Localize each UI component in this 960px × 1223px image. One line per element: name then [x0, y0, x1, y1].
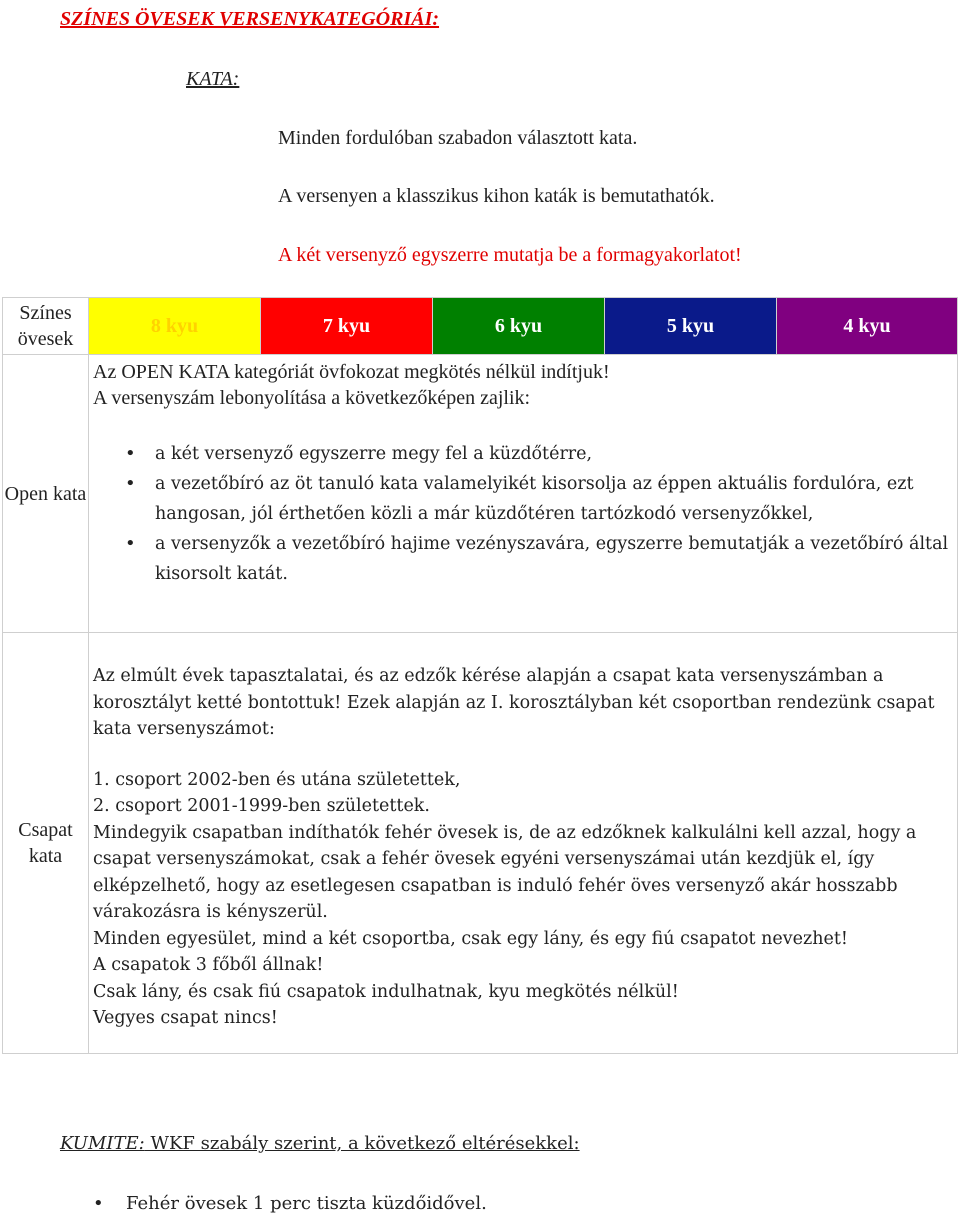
belt-8-kyu [89, 298, 261, 354]
open-kata-cell [89, 355, 958, 633]
kata-rule-2: A versenyen a klasszikus kihon katák is bemutathatók. [278, 185, 715, 207]
list-item: • a vezetőbíró az öt tanuló kata valamelyikét kisorsolja az éppen aktuális fordulóra, ezt hangosan, jól érthetően közli a már küzdőtéren tartózkodó versenyzőkkel, [155, 469, 960, 529]
belt-label: 5 kyu [666, 314, 715, 337]
row-head-csapat-kata: Csapat kata [3, 633, 89, 1054]
belt-4-kyu [777, 298, 957, 354]
csapat-kata-cell [89, 633, 958, 1054]
kumite-label: KUMITE: [60, 1133, 145, 1154]
open-intro-line-2: A versenyszám lebonyolítása a következőképen zajlik: [93, 387, 531, 409]
belt-label: 4 kyu [843, 314, 891, 337]
csapat-line: 1. csoport 2002-ben és utána születettek, [93, 769, 461, 790]
belt-label: 6 kyu [494, 314, 543, 337]
csapat-line: A csapatok 3 főből állnak! [93, 955, 324, 975]
belt-6-kyu [433, 298, 605, 354]
csapat-line: Vegyes csapat nincs! [93, 1008, 278, 1028]
belt-5-kyu [605, 298, 777, 354]
list-item: • a két versenyző egyszerre megy fel a küzdőtérre, [155, 439, 960, 469]
belt-7-kyu [261, 298, 433, 354]
csapat-paragraph: Az elmúlt évek tapasztalatai, és az edzők kérése alapján a csapat kata versenyszámban a korosztályt ketté bontottuk! Ezek alapján az I. korosztályban két csoportban rendezünk csapat kata versenyszámot: [93, 666, 935, 739]
kata-rule-1: Minden fordulóban szabadon választott kata. [278, 127, 638, 149]
csapat-line: Csak lány, és csak fiú csapatok indulhatnak, kyu megkötés nélkül! [93, 981, 679, 1002]
open-kata-intro [93, 359, 610, 411]
kata-rule-3: A két versenyző egyszerre mutatja be a formagyakorlatot! [278, 244, 742, 266]
kumite-text: WKF szabály szerint, a következő eltérésekkel: [144, 1133, 580, 1154]
belt-label: 8 kyu [150, 314, 199, 337]
kumite-bullet [93, 1193, 487, 1214]
csapat-line: 2. csoport 2001-1999-ben születettek. [93, 796, 430, 816]
row-head-szines-ovesek: Színes övesek [3, 298, 89, 355]
categories-table [2, 297, 958, 1054]
open-intro-line-1: Az OPEN KATA kategóriát övfokozat megkötés nélkül indítjuk! [93, 361, 610, 383]
bullet-icon: • [93, 1193, 104, 1214]
belt-row [89, 298, 958, 355]
kumite-bullet-text: Fehér övesek 1 perc tiszta küzdőidővel. [126, 1193, 487, 1214]
belt-label: 7 kyu [322, 314, 371, 337]
open-kata-steps [89, 439, 960, 589]
kumite-heading [60, 1133, 580, 1154]
page-title: SZÍNES ÖVESEK VERSENYKATEGÓRIÁI: [60, 8, 440, 30]
csapat-line: Mindegyik csapatban indíthatók fehér övesek is, de az edzőknek kalkulálni kell azzal, hogy a csapat versenyszámokat, csak a fehér övesek egyéni versenyszámai után kezdjük el, így elképzelhető, hogy az esetlegesen csapatban is induló fehér öves versenyző akár hosszabb várakozásra is kényszerül. [93, 822, 917, 922]
csapat-line: Minden egyesület, mind a két csoportba, csak egy lány, és egy fiú csapatot nevezhet! [93, 928, 848, 949]
list-item: • a versenyzők a vezetőbíró hajime vezényszavára, egyszerre bemutatják a vezetőbíró által kisorsolt katát. [155, 529, 960, 589]
row-head-open-kata: Open kata [3, 355, 89, 633]
kata-section-label: KATA: [186, 68, 240, 90]
